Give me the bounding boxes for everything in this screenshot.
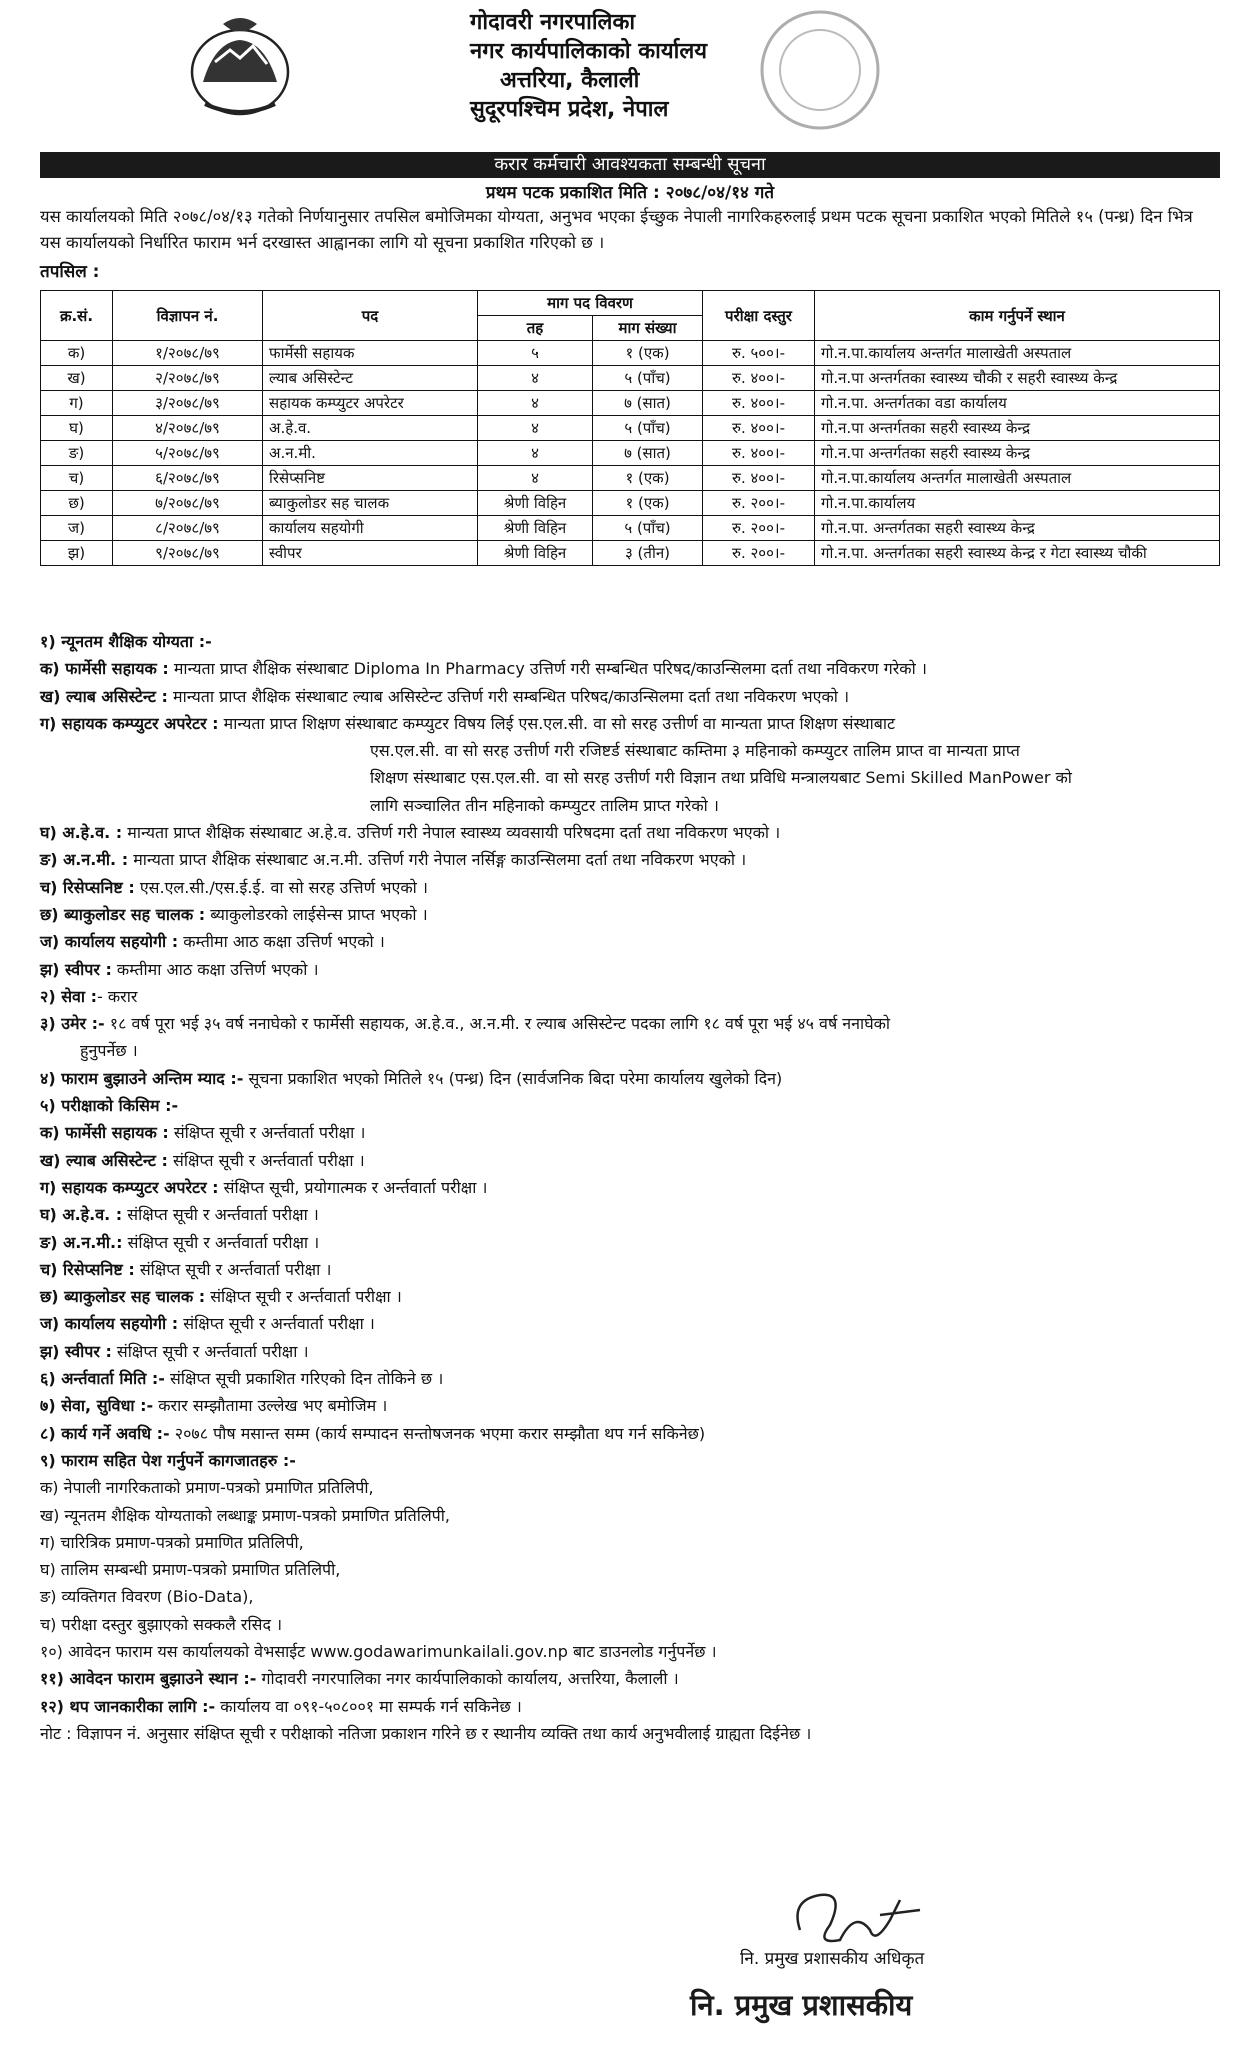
header bbox=[0, 0, 1260, 150]
detail-line bbox=[40, 874, 1240, 901]
detail-label: ३) उमेर :- bbox=[40, 1014, 105, 1034]
col-header-count: माग संख्या bbox=[593, 316, 703, 341]
detail-text: ग) चारित्रिक प्रमाण-पत्रको प्रमाणित प्रतिलिपी, bbox=[40, 1532, 304, 1552]
detail-label: क) फार्मेसी सहायक : bbox=[40, 659, 169, 679]
details-section bbox=[40, 628, 1240, 1747]
detail-line bbox=[40, 1310, 1240, 1337]
cell-post: ब्याकुलोडर सह चालक bbox=[263, 491, 478, 516]
cell-place: गो.न.पा. अन्तर्गतका सहरी स्वास्थ्य केन्द्र र गेटा स्वास्थ्य चौकी bbox=[815, 541, 1220, 566]
cell-place: गो.न.पा अन्तर्गतका सहरी स्वास्थ्य केन्द्र bbox=[815, 441, 1220, 466]
cell-place: गो.न.पा. अन्तर्गतका सहरी स्वास्थ्य केन्द्र bbox=[815, 516, 1220, 541]
detail-line bbox=[40, 1665, 1240, 1692]
intro-paragraph: यस कार्यालयको मिति २०७८/०४/१३ गतेको निर्णयानुसार तपसिल बमोजिमका योग्यता, अनुभव भएका ईच्छुक नेपाली नागरिकहरुलाई प्रथम पटक सूचना प्रकाशित भएको मितिले १५ (पन्ध्र) दिन भित्र यस कार्यालयको निर्धारित फाराम भर्न दरखास्त आह्वानका लागि यो सूचना प्रकाशित गरिएको छ । bbox=[40, 207, 1193, 252]
detail-text: नोट : विज्ञापन नं. अनुसार संक्षिप्त सूची र परीक्षाको नतिजा प्रकाशन गरिने छ र स्थानीय व्यक्ति तथा कार्य अनुभवीलाई ग्राह्यता दिईनेछ । bbox=[40, 1723, 812, 1743]
cell-sn: ग) bbox=[41, 391, 113, 416]
detail-text: हुनुपर्नेछ । bbox=[80, 1041, 138, 1061]
detail-label: ङ) अ.न.मी.: bbox=[40, 1232, 123, 1252]
header-line-1: गोदावरी नगरपालिका bbox=[470, 10, 636, 35]
detail-line bbox=[40, 1065, 1240, 1092]
cell-adv: ५/२०७८/७९ bbox=[113, 441, 263, 466]
table-row bbox=[41, 416, 1220, 441]
cell-place: गो.न.पा.कार्यालय bbox=[815, 491, 1220, 516]
cell-post: अ.हे.व. bbox=[263, 416, 478, 441]
detail-text: मान्यता प्राप्त शैक्षिक संस्थाबाट Diploma In Pharmacy उत्तिर्ण गरी सम्बन्धित परिषद/काउन्सिलमा दर्ता तथा नविकरण गरेको । bbox=[168, 659, 927, 679]
cell-count: ७ (सात) bbox=[593, 391, 703, 416]
detail-text: संक्षिप्त सूची र अर्न्तवार्ता परीक्षा । bbox=[178, 1314, 375, 1334]
detail-text: संक्षिप्त सूची र अर्न्तवार्ता परीक्षा । bbox=[111, 1341, 309, 1361]
cell-fee: रु. ४००।- bbox=[703, 391, 815, 416]
detail-line bbox=[40, 1119, 1240, 1146]
table-row bbox=[41, 366, 1220, 391]
cell-count: १ (एक) bbox=[593, 491, 703, 516]
detail-line bbox=[40, 928, 1240, 955]
col-header-post: पद bbox=[263, 291, 478, 341]
detail-line bbox=[40, 1502, 1240, 1529]
detail-label: छ) ब्याकुलोडर सह चालक : bbox=[40, 904, 206, 924]
detail-text: संक्षिप्त सूची र अर्न्तवार्ता परीक्षा । bbox=[205, 1287, 402, 1307]
detail-label: २) सेवा : bbox=[40, 986, 98, 1006]
signatory-stamp: नि. प्रमुख प्रशासकीय bbox=[690, 1988, 913, 2022]
table-row bbox=[41, 491, 1220, 516]
detail-label: ङ) अ.न.मी. : bbox=[40, 850, 129, 870]
detail-text: च) परीक्षा दस्तुर बुझाएको सक्कलै रसिद । bbox=[40, 1614, 283, 1634]
detail-line bbox=[40, 1174, 1240, 1201]
detail-label: झ) स्वीपर : bbox=[40, 959, 112, 979]
cell-fee: रु. २००।- bbox=[703, 516, 815, 541]
col-header-adv: विज्ञापन नं. bbox=[113, 291, 263, 341]
detail-text: ख) न्यूनतम शैक्षिक योग्यताको लब्धाङ्क प्रमाण-पत्रको प्रमाणित प्रतिलिपी, bbox=[40, 1505, 450, 1525]
detail-line bbox=[40, 1556, 1240, 1583]
cell-place: गो.न.पा.कार्यालय अन्तर्गत मालाखेती अस्पताल bbox=[815, 341, 1220, 366]
cell-place: गो.न.पा अन्तर्गतका स्वास्थ्य चौकी र सहरी स्वास्थ्य केन्द्र bbox=[815, 366, 1220, 391]
detail-text: गोदावरी नगरपालिका नगर कार्यपालिकाको कार्यालय, अत्तरिया, कैलाली । bbox=[256, 1669, 679, 1689]
detail-label: ८) कार्य गर्ने अवधि :- bbox=[40, 1423, 170, 1443]
cell-level: ४ bbox=[478, 466, 593, 491]
detail-text: एस.एल.सी./एस.ई.ई. वा सो सरह उत्तिर्ण भएको । bbox=[134, 877, 428, 897]
detail-text: कम्तीमा आठ कक्षा उत्तिर्ण भएको । bbox=[111, 959, 319, 979]
detail-line bbox=[40, 983, 1240, 1010]
table-row bbox=[41, 541, 1220, 566]
detail-text: मान्यता प्राप्त शैक्षिक संस्थाबाट अ.न.मी. उत्तिर्ण गरी नेपाल नर्सिङ्ग काउन्सिलमा दर्ता तथा नविकरण भएको । bbox=[128, 850, 747, 870]
detail-text: संक्षिप्त सूची र अर्न्तवार्ता परीक्षा । bbox=[122, 1205, 319, 1225]
detail-text: संक्षिप्त सूची र अर्न्तवार्ता परीक्षा । bbox=[122, 1232, 320, 1252]
cell-fee: रु. ४००।- bbox=[703, 466, 815, 491]
cell-count: १ (एक) bbox=[593, 466, 703, 491]
detail-line bbox=[40, 846, 1240, 873]
detail-label: क) फार्मेसी सहायक : bbox=[40, 1123, 169, 1143]
detail-text: करार सम्झौतामा उल्लेख भए बमोजिम । bbox=[153, 1396, 388, 1416]
detail-label: ख) ल्याब असिस्टेन्ट : bbox=[40, 686, 168, 706]
detail-text: २०७८ पौष मसान्त सम्म (कार्य सम्पादन सन्तोषजनक भएमा करार सम्झौता थप गर्न सकिनेछ) bbox=[169, 1423, 706, 1443]
cell-count: ५ (पाँच) bbox=[593, 416, 703, 441]
detail-text: कम्तीमा आठ कक्षा उत्तिर्ण भएको । bbox=[178, 932, 385, 952]
cell-sn: ङ) bbox=[41, 441, 113, 466]
detail-text: ५) परीक्षाको किसिम :- bbox=[40, 1096, 179, 1116]
cell-level: ४ bbox=[478, 366, 593, 391]
cell-sn: च) bbox=[41, 466, 113, 491]
detail-label: ११) आवेदन फाराम बुझाउने स्थान :- bbox=[40, 1669, 257, 1689]
detail-line bbox=[40, 1720, 1240, 1747]
cell-fee: रु. ५००।- bbox=[703, 341, 815, 366]
detail-text: १८ वर्ष पूरा भई ३५ वर्ष ननाघेको र फार्मेसी सहायक, अ.हे.व., अ.न.मी. र ल्याब असिस्टेन्ट पदका लागि १८ वर्ष पूरा भई ४५ वर्ष ननाघेको bbox=[104, 1014, 891, 1034]
detail-line bbox=[40, 1392, 1240, 1419]
detail-text: शिक्षण संस्थाबाट एस.एल.सी. वा सो सरह उत्तीर्ण गरी विज्ञान तथा प्रविधि मन्त्रालयबाट Semi Skilled ManPower को bbox=[370, 768, 1072, 788]
cell-post: कार्यालय सहयोगी bbox=[263, 516, 478, 541]
detail-text: ङ) व्यक्तिगत विवरण (Bio-Data), bbox=[40, 1587, 254, 1607]
detail-line bbox=[40, 655, 1240, 682]
detail-line bbox=[40, 819, 1240, 846]
header-line-4: सुदूरपश्चिम प्रदेश, नेपाल bbox=[470, 97, 669, 122]
cell-adv: ९/२०७८/७९ bbox=[113, 541, 263, 566]
publication-date: प्रथम पटक प्रकाशित मिति : २०७८/०४/१४ गते bbox=[485, 183, 775, 203]
cell-count: ५ (पाँच) bbox=[593, 366, 703, 391]
detail-label: घ) अ.हे.व. : bbox=[40, 1205, 123, 1225]
cell-post: ल्याब असिस्टेन्ट bbox=[263, 366, 478, 391]
detail-label: घ) अ.हे.व. : bbox=[40, 823, 123, 843]
detail-text: संक्षिप्त सूची, प्रयोगात्मक र अर्न्तवार्ता परीक्षा । bbox=[218, 1177, 488, 1197]
vacancy-table-body bbox=[41, 341, 1220, 566]
cell-place: गो.न.पा अन्तर्गतका सहरी स्वास्थ्य केन्द्र bbox=[815, 416, 1220, 441]
cell-adv: १/२०७८/७९ bbox=[113, 341, 263, 366]
cell-level: ४ bbox=[478, 416, 593, 441]
cell-adv: २/२०७८/७९ bbox=[113, 366, 263, 391]
nepal-emblem-icon bbox=[185, 12, 295, 122]
detail-line bbox=[40, 1037, 1240, 1064]
detail-line bbox=[40, 1092, 1240, 1119]
detail-line bbox=[40, 1474, 1240, 1501]
detail-line bbox=[40, 1256, 1240, 1283]
detail-label: ७) सेवा, सुविधा :- bbox=[40, 1396, 154, 1416]
cell-adv: ७/२०७८/७९ bbox=[113, 491, 263, 516]
table-row bbox=[41, 391, 1220, 416]
detail-text: ब्याकुलोडरको लाईसेन्स प्राप्त भएको । bbox=[205, 904, 428, 924]
schedule-label: तपसिल : bbox=[40, 262, 100, 282]
detail-line bbox=[40, 1365, 1240, 1392]
cell-sn: छ) bbox=[41, 491, 113, 516]
col-header-level: तह bbox=[478, 316, 593, 341]
detail-text: ९) फाराम सहित पेश गर्नुपर्ने कागजातहरु :- bbox=[40, 1450, 296, 1470]
detail-text: सूचना प्रकाशित भएको मितिले १५ (पन्ध्र) दिन (सार्वजनिक बिदा परेमा कार्यालय खुलेको दिन) bbox=[243, 1068, 783, 1088]
detail-label: ख) ल्याब असिस्टेन्ट : bbox=[40, 1150, 168, 1170]
cell-fee: रु. ४००।- bbox=[703, 441, 815, 466]
detail-line bbox=[40, 1201, 1240, 1228]
cell-level: ४ bbox=[478, 391, 593, 416]
detail-text: कार्यालय वा ०९१-५०८००१ मा सम्पर्क गर्न सकिनेछ । bbox=[215, 1696, 522, 1716]
cell-level: ५ bbox=[478, 341, 593, 366]
cell-place: गो.न.पा.कार्यालय अन्तर्गत मालाखेती अस्पताल bbox=[815, 466, 1220, 491]
detail-label: ग) सहायक कम्प्युटर अपरेटर : bbox=[40, 1177, 219, 1197]
detail-line bbox=[40, 683, 1240, 710]
detail-line bbox=[40, 1147, 1240, 1174]
detail-text: लागि सञ्चालित तीन महिनाको कम्प्युटर तालिम प्राप्त गरेको । bbox=[370, 795, 719, 815]
detail-text: १०) आवेदन फाराम यस कार्यालयको वेभसाईट www.godawarimunkailali.gov.np बाट डाउनलोड गर्नुपर्नेछ । bbox=[40, 1641, 717, 1661]
detail-line bbox=[40, 1693, 1240, 1720]
col-header-demand: माग पद विवरण bbox=[478, 291, 703, 316]
cell-post: स्वीपर bbox=[263, 541, 478, 566]
detail-text: संक्षिप्त सूची र अर्न्तवार्ता परीक्षा । bbox=[167, 1150, 365, 1170]
cell-sn: ज) bbox=[41, 516, 113, 541]
detail-line bbox=[40, 710, 1240, 737]
detail-line bbox=[40, 628, 1240, 655]
cell-fee: रु. २००।- bbox=[703, 491, 815, 516]
cell-fee: रु. ४००।- bbox=[703, 416, 815, 441]
header-line-3: अत्तरिया, कैलाली bbox=[500, 68, 640, 93]
office-seal-stamp bbox=[730, 8, 900, 143]
header-line-2: नगर कार्यपालिकाको कार्यालय bbox=[470, 39, 707, 64]
detail-label: ४) फाराम बुझाउने अन्तिम म्याद :- bbox=[40, 1068, 244, 1088]
detail-text: १) न्यूनतम शैक्षिक योग्यता :- bbox=[40, 632, 212, 651]
detail-label: च) रिसेप्सनिष्ट : bbox=[40, 1259, 135, 1279]
detail-label: ज) कार्यालय सहयोगी : bbox=[40, 932, 179, 952]
detail-label: छ) ब्याकुलोडर सह चालक : bbox=[40, 1287, 206, 1307]
detail-label: ग) सहायक कम्प्युटर अपरेटर : bbox=[40, 713, 219, 733]
table-row bbox=[41, 466, 1220, 491]
detail-line bbox=[40, 1283, 1240, 1310]
cell-adv: ३/२०७८/७९ bbox=[113, 391, 263, 416]
cell-level: श्रेणी विहिन bbox=[478, 491, 593, 516]
detail-text: संक्षिप्त सूची प्रकाशित गरिएको दिन तोकिने छ । bbox=[164, 1369, 444, 1389]
detail-line bbox=[40, 1529, 1240, 1556]
cell-sn: घ) bbox=[41, 416, 113, 441]
notice-title-bar: करार कर्मचारी आवश्यकता सम्बन्धी सूचना bbox=[40, 152, 1220, 178]
detail-line bbox=[40, 1338, 1240, 1365]
cell-count: ५ (पाँच) bbox=[593, 516, 703, 541]
detail-line bbox=[40, 956, 1240, 983]
detail-text: मान्यता प्राप्त शैक्षिक संस्थाबाट ल्याब असिस्टेन्ट उत्तिर्ण गरी सम्बन्धित परिषद/काउन्सिलमा दर्ता तथा नविकरण भएको । bbox=[167, 686, 850, 706]
cell-level: श्रेणी विहिन bbox=[478, 541, 593, 566]
cell-place: गो.न.पा. अन्तर्गतका वडा कार्यालय bbox=[815, 391, 1220, 416]
detail-text: क) नेपाली नागरिकताको प्रमाण-पत्रको प्रमाणित प्रतिलिपी, bbox=[40, 1478, 374, 1498]
detail-label: ६) अर्न्तवार्ता मिति :- bbox=[40, 1369, 165, 1389]
detail-line bbox=[40, 1611, 1240, 1638]
table-row bbox=[41, 516, 1220, 541]
cell-count: ३ (तीन) bbox=[593, 541, 703, 566]
cell-count: ७ (सात) bbox=[593, 441, 703, 466]
col-header-fee: परीक्षा दस्तुर bbox=[703, 291, 815, 341]
cell-adv: ६/२०७८/७९ bbox=[113, 466, 263, 491]
vacancy-table bbox=[40, 290, 1220, 566]
col-header-sn: क्र.सं. bbox=[41, 291, 113, 341]
cell-fee: रु. ४००।- bbox=[703, 366, 815, 391]
table-row bbox=[41, 441, 1220, 466]
detail-line bbox=[40, 792, 1240, 819]
detail-line bbox=[40, 1420, 1240, 1447]
signatory-title: नि. प्रमुख प्रशासकीय अधिकृत bbox=[740, 1949, 925, 1969]
col-header-place: काम गर्नुपर्ने स्थान bbox=[815, 291, 1220, 341]
detail-label: झ) स्वीपर : bbox=[40, 1341, 112, 1361]
detail-text: संक्षिप्त सूची र अर्न्तवार्ता परीक्षा । bbox=[134, 1259, 332, 1279]
cell-sn: झ) bbox=[41, 541, 113, 566]
table-row bbox=[41, 341, 1220, 366]
detail-text: घ) तालिम सम्बन्धी प्रमाण-पत्रको प्रमाणित प्रतिलिपी, bbox=[40, 1560, 341, 1580]
detail-label: च) रिसेप्सनिष्ट : bbox=[40, 877, 135, 897]
detail-line bbox=[40, 1583, 1240, 1610]
detail-line bbox=[40, 1638, 1240, 1665]
detail-text: संक्षिप्त सूची र अर्न्तवार्ता परीक्षा । bbox=[168, 1123, 366, 1143]
cell-post: सहायक कम्प्युटर अपरेटर bbox=[263, 391, 478, 416]
detail-line bbox=[40, 901, 1240, 928]
cell-count: १ (एक) bbox=[593, 341, 703, 366]
cell-sn: क) bbox=[41, 341, 113, 366]
cell-adv: ८/२०७८/७९ bbox=[113, 516, 263, 541]
detail-line bbox=[40, 1229, 1240, 1256]
detail-text: एस.एल.सी. वा सो सरह उत्तीर्ण गरी रजिष्टर्ड संस्थाबाट कम्तिमा ३ महिनाको कम्प्युटर तालिम प्राप्त वा मान्यता प्राप्त bbox=[370, 741, 1020, 761]
detail-label: ज) कार्यालय सहयोगी : bbox=[40, 1314, 179, 1334]
detail-line bbox=[40, 1447, 1240, 1474]
detail-line bbox=[40, 1010, 1240, 1037]
cell-adv: ४/२०७८/७९ bbox=[113, 416, 263, 441]
cell-fee: रु. २००।- bbox=[703, 541, 815, 566]
cell-post: फार्मेसी सहायक bbox=[263, 341, 478, 366]
detail-text: - करार bbox=[97, 986, 138, 1006]
cell-level: श्रेणी विहिन bbox=[478, 516, 593, 541]
detail-line bbox=[40, 764, 1240, 791]
cell-post: अ.न.मी. bbox=[263, 441, 478, 466]
detail-text: मान्यता प्राप्त शैक्षिक संस्थाबाट अ.हे.व. उत्तिर्ण गरी नेपाल स्वास्थ्य व्यवसायी परिषदमा दर्ता तथा नविकरण भएको । bbox=[122, 823, 781, 843]
cell-sn: ख) bbox=[41, 366, 113, 391]
detail-text: मान्यता प्राप्त शिक्षण संस्थाबाट कम्प्युटर विषय लिई एस.एल.सी. वा सो सरह उत्तीर्ण वा मान्यता प्राप्त शिक्षण संस्थाबाट bbox=[218, 713, 896, 733]
cell-post: रिसेप्सनिष्ट bbox=[263, 466, 478, 491]
detail-line bbox=[40, 737, 1240, 764]
detail-label: १२) थप जानकारीका लागि :- bbox=[40, 1696, 216, 1716]
cell-level: ४ bbox=[478, 441, 593, 466]
